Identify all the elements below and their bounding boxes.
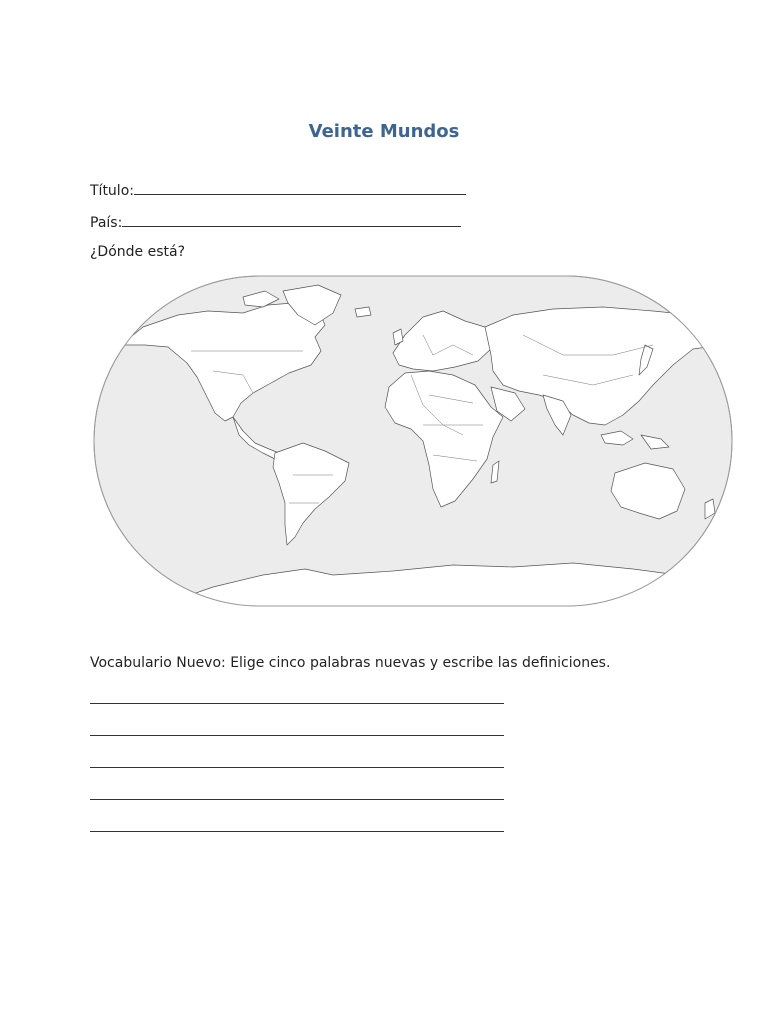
iceland-shape (355, 307, 371, 317)
vocabulary-prompt: Vocabulario Nuevo: Elige cinco palabras nuevas y escribe las definiciones. (90, 655, 611, 671)
title-field-label: Título: (90, 183, 134, 199)
country-field-label: País: (90, 215, 123, 231)
page-title: Veinte Mundos (308, 121, 460, 142)
vocab-answer-line[interactable] (90, 831, 504, 832)
vocab-answer-line[interactable] (90, 767, 504, 768)
country-field-blank[interactable] (122, 212, 461, 227)
where-question: ¿Dónde está? (90, 244, 186, 260)
country-field-row (90, 212, 461, 231)
title-field-row (90, 180, 466, 199)
world-map-icon (93, 275, 733, 607)
vocab-answer-line[interactable] (90, 735, 504, 736)
vocab-answer-line[interactable] (90, 703, 504, 704)
vocab-answer-line[interactable] (90, 799, 504, 800)
title-field-blank[interactable] (134, 180, 466, 195)
